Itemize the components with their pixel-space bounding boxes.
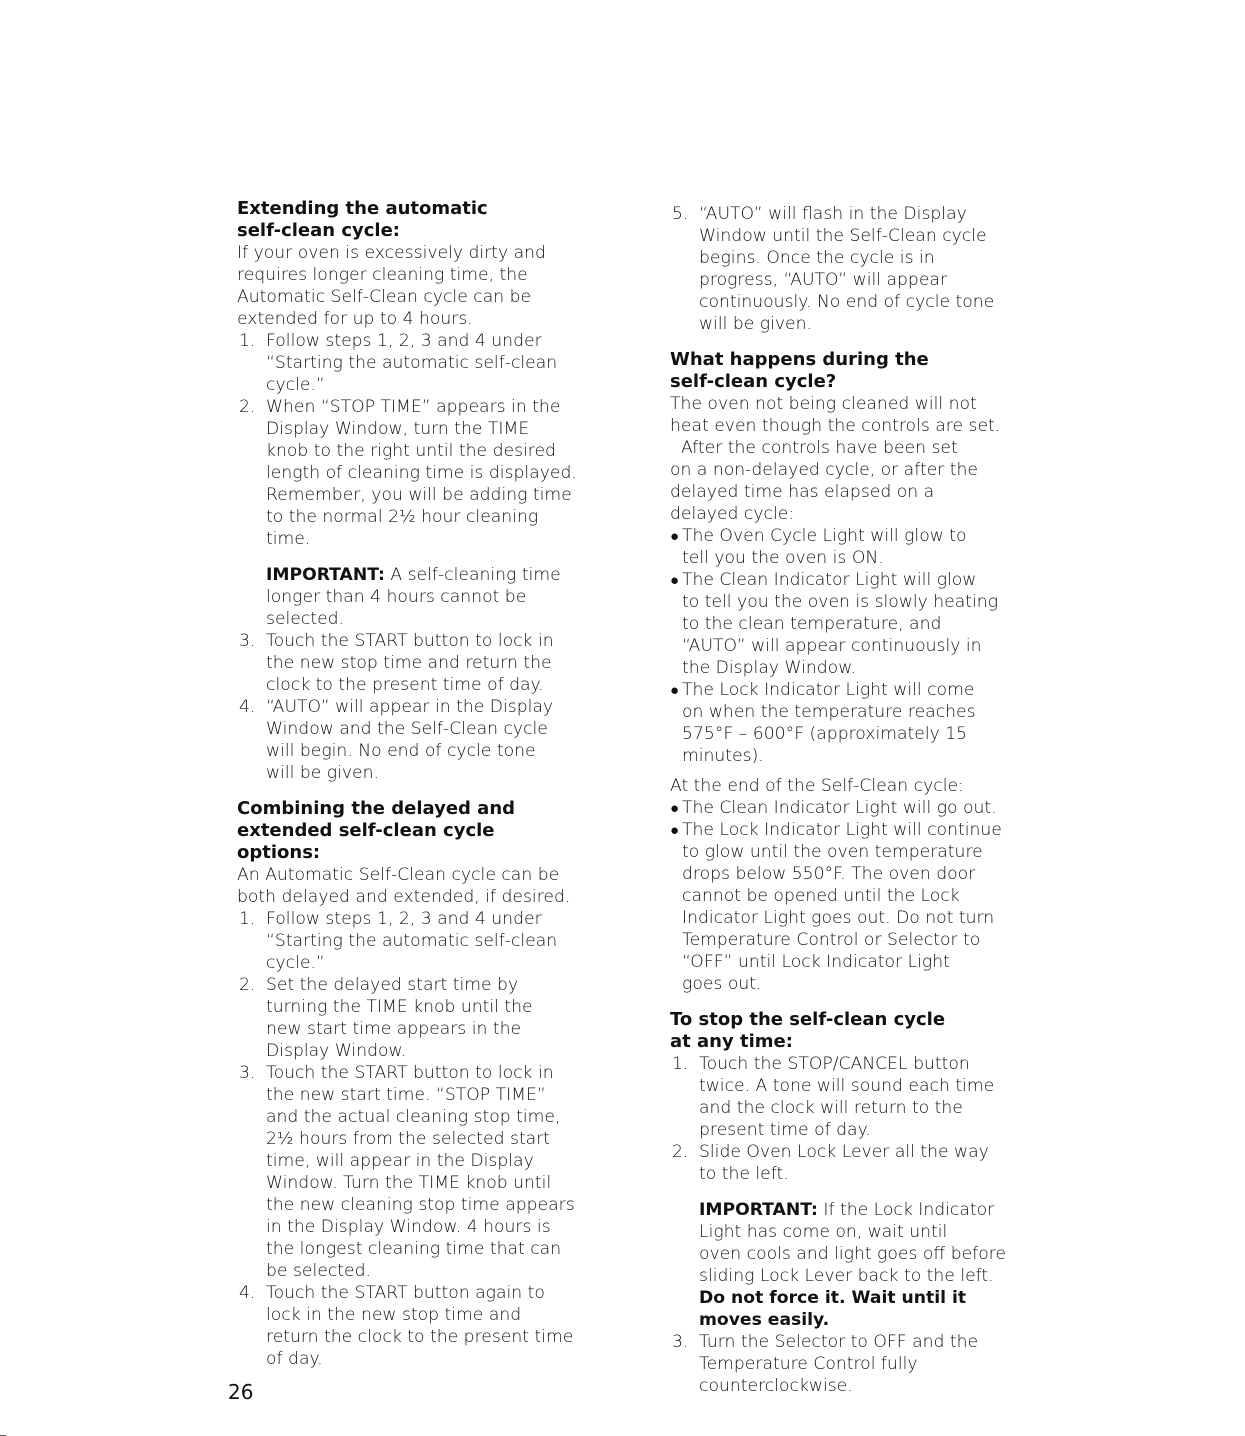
extending-step-1: 1. Follow steps 1, 2, 3 and 4 under “Starting the automatic self-clean cycle.” <box>239 331 558 395</box>
end-bullet-1: ● The Clean Indicator Light will go out. <box>670 798 997 818</box>
bullet-icon: ● <box>670 681 680 699</box>
during-bullet-3: ● The Lock Indicator Light will come on when the temperature reaches 575°F – 600°F (approximately 15 minutes). <box>670 680 976 766</box>
heading-stop: To stop the self-clean cycle at any time: <box>670 1009 946 1052</box>
heading-line: self-clean cycle: <box>237 220 401 241</box>
during-paragraph-2: After the controls have been set on a non-delayed cycle, or after the delayed time has elapsed on a delayed cycle: <box>670 438 979 524</box>
extending-step-3: 3. Touch the START button to lock in the new stop time and return the clock to the present time of day. <box>239 631 554 695</box>
during-bullet-1: ● The Oven Cycle Light will glow to tell you the oven is ON. <box>670 526 967 568</box>
combining-step-3: 3. Touch the START button to lock in the new start time. “STOP TIME” and the actual cleaning stop time, 2½ hours from the selected start time, will appear in the Display Window. Turn the TIME knob until the new cleaning stop time appears in the Display Window. 4 hours is the longest cleaning time that can be selected. <box>239 1063 575 1281</box>
right-column <box>670 203 1015 1397</box>
extending-step-2: 2. When “STOP TIME” appears in the Display Window, turn the TIME knob to the right until the desired length of cleaning time is displayed. Remember, you will be adding time to the normal 2½ hour cleaning time. <box>239 397 577 549</box>
stop-step-3: 3. Turn the Selector to OFF and the Temperature Control fully counterclockwise. <box>672 1332 979 1396</box>
bullet-icon: ● <box>670 821 680 839</box>
extending-step-5: 5. “AUTO” will flash in the Display Window until the Self-Clean cycle begins. Once the cycle is in progress, “AUTO” will appear continuously. No end of cycle tone will be given. <box>672 204 995 334</box>
combining-step-1: 1. Follow steps 1, 2, 3 and 4 under “Starting the automatic self-clean cycle.” <box>239 909 558 973</box>
heading-line: Extending the automatic <box>237 198 488 219</box>
stop-step-1: 1. Touch the STOP/CANCEL button twice. A tone will sound each time and the clock will return to the present time of day. <box>672 1054 995 1140</box>
bullet-icon: ● <box>670 799 680 817</box>
during-bullet-2: ● The Clean Indicator Light will glow to tell you the oven is slowly heating to the clean temperature, and “AUTO” will appear continuously in the Display Window. <box>670 570 999 678</box>
heading-during: What happens during the self-clean cycle? <box>670 349 929 392</box>
heading-combining: Combining the delayed and extended self-clean cycle options: <box>237 798 516 863</box>
stop-important-note: IMPORTANT: If the Lock Indicator Light has come on, wait until oven cools and light goes off before sliding Lock Lever back to the left. Do not force it. Wait until it moves easily. <box>699 1200 1007 1330</box>
heading-extending <box>237 198 582 242</box>
extending-important-note: IMPORTANT: A self-cleaning time longer than 4 hours cannot be selected. <box>266 565 561 629</box>
extending-intro: If your oven is excessively dirty and requires longer cleaning time, the Automatic Self-Clean cycle can be extended for up to 4 hours. <box>237 243 546 329</box>
page-number: 26 <box>228 1380 254 1404</box>
combining-step-4: 4. Touch the START button again to lock in the new stop time and return the clock to the present time of day. <box>239 1283 574 1369</box>
combining-intro: An Automatic Self-Clean cycle can be both delayed and extended, if desired. <box>237 865 571 907</box>
extending-step-4: 4. “AUTO” will appear in the Display Window and the Self-Clean cycle will begin. No end of cycle tone will be given. <box>239 697 554 783</box>
end-bullet-2: ● The Lock Indicator Light will continue to glow until the oven temperature drops below 550°F. The oven door cannot be opened until the Lock Indicator Light goes out. Do not turn Temperature Control or Selector to “OFF” until Lock Indicator Light goes out. <box>670 820 1002 994</box>
stop-step-2: 2. Slide Oven Lock Lever all the way to the left. <box>672 1142 989 1184</box>
combining-step-2: 2. Set the delayed start time by turning the TIME knob until the new start time appears in the Display Window. <box>239 975 533 1061</box>
bullet-icon: ● <box>670 571 680 589</box>
left-column <box>237 198 582 1370</box>
end-intro: At the end of the Self-Clean cycle: <box>670 776 964 796</box>
bullet-icon: ● <box>670 527 680 545</box>
during-paragraph-1: The oven not being cleaned will not heat even though the controls are set. <box>670 394 1001 436</box>
